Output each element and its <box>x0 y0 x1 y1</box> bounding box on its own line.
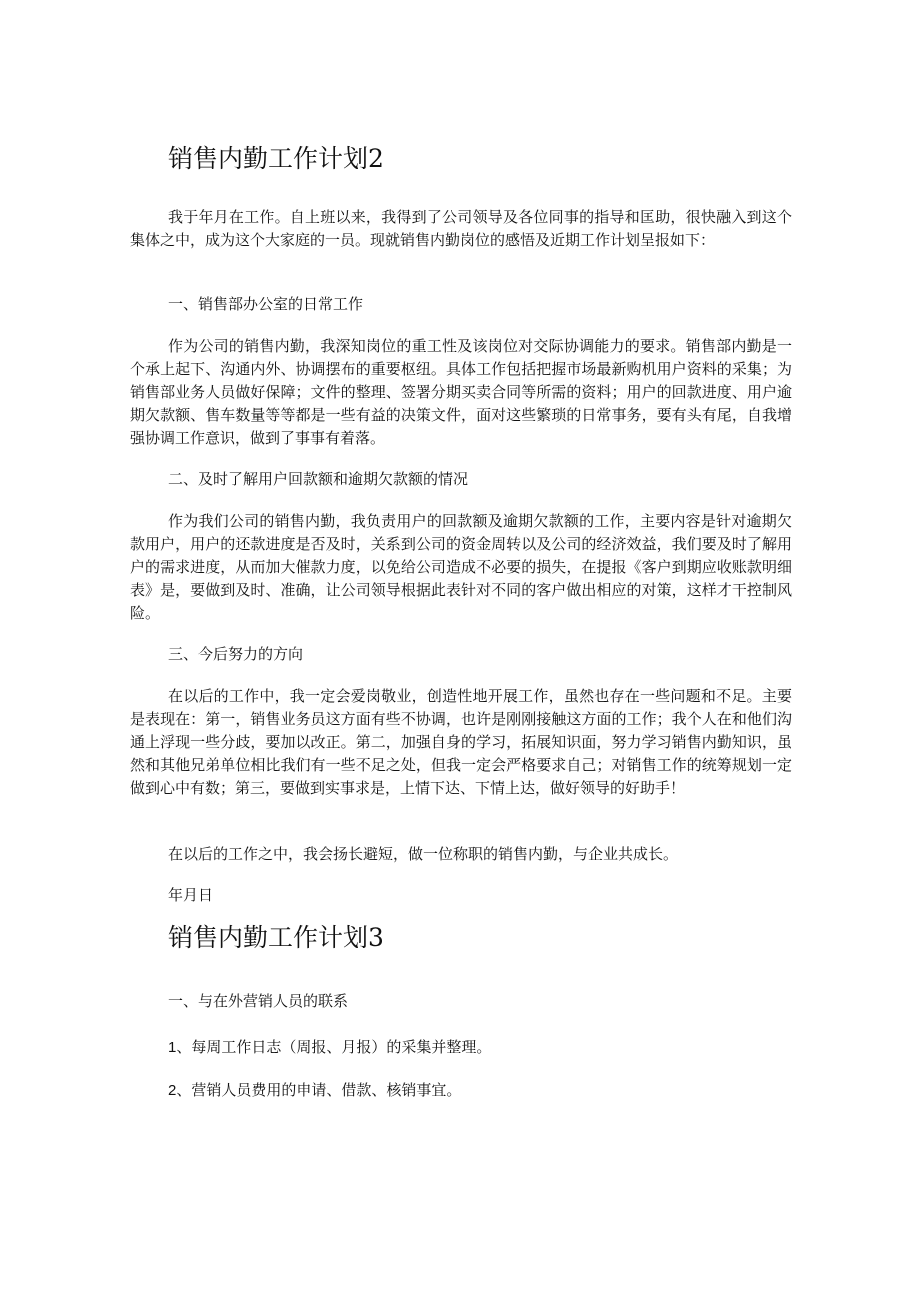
section2-heading-payments: 二、及时了解用户回款额和逾期欠款额的情况 <box>168 470 469 488</box>
list-item-text: 、营销人员费用的申请、借款、核销事宜。 <box>176 1081 462 1099</box>
section2-paragraph-daily-work: 作为公司的销售内勤，我深知岗位的重工性及该岗位对交际协调能力的要求。销售部内勤是一个承上起下、沟通内外、协调摆布的重要枢纽。具体工作包括把握市场最新购机用户资料的采集；为销售部业务人员做好保障；文件的整理、签署分期买卖合同等所需的资料；用户的回款进度、用户逾期欠款额、售车数量等等都是一些有益的决策文件，面对这些繁琐的日常事务，要有头有尾，自我增强协调工作意识，做到了事事有着落。 <box>130 337 792 447</box>
list-item-text: 、每周工作日志（周报、月报）的采集并整理。 <box>176 1038 492 1056</box>
section2-paragraph-payments: 作为我们公司的销售内勤，我负责用户的回款额及逾期欠款额的工作，主要内容是针对逾期欠款用户，用户的还款进度是否及时，关系到公司的资金周转以及公司的经济效益，我们要及时了解用户的需求进度，从而加大催款力度，以免给公司造成不必要的损失，在提报《客户到期应收账款明细表》是，要做到及时、准确，让公司领导根据此表针对不同的客户做出相应的对策，这样才干控制风险。 <box>130 512 792 622</box>
section3-title: 销售内勤工作计划3 <box>168 923 384 952</box>
section3-list-item <box>168 1036 491 1059</box>
section2-closing: 在以后的工作之中，我会扬长避短，做一位称职的销售内勤，与企业共成长。 <box>168 845 679 863</box>
section2-heading-future: 三、今后努力的方向 <box>168 645 304 663</box>
section2-heading-daily-work: 一、销售部办公室的日常工作 <box>168 295 364 313</box>
section3-heading-contact: 一、与在外营销人员的联系 <box>168 992 349 1010</box>
section2-title: 销售内勤工作计划2 <box>168 144 384 173</box>
section3-list-item <box>168 1079 461 1102</box>
section2-date: 年月日 <box>168 886 214 904</box>
section2-intro-paragraph: 我于年月在工作。自上班以来，我得到了公司领导及各位同事的指导和匡助，很快融入到这个集体之中，成为这个大家庭的一员。现就销售内勤岗位的感悟及近期工作计划呈报如下： <box>130 208 792 249</box>
list-item-number: 1 <box>168 1039 177 1056</box>
section2-paragraph-future: 在以后的工作中，我一定会爱岗敬业，创造性地开展工作，虽然也存在一些问题和不足。主要是表现在：第一，销售业务员这方面有些不协调，也许是刚刚接触这方面的工作；我个人在和他们沟通上浮现一些分歧，要加以改正。第二，加强自身的学习，拓展知识面，努力学习销售内勤知识，虽然和其他兄弟单位相比我们有一些不足之处，但我一定会严格要求自己；对销售工作的统筹规划一定做到心中有数；第三，要做到实事求是，上情下达、下情上达，做好领导的好助手！ <box>130 687 792 797</box>
list-item-number: 2 <box>168 1082 177 1099</box>
